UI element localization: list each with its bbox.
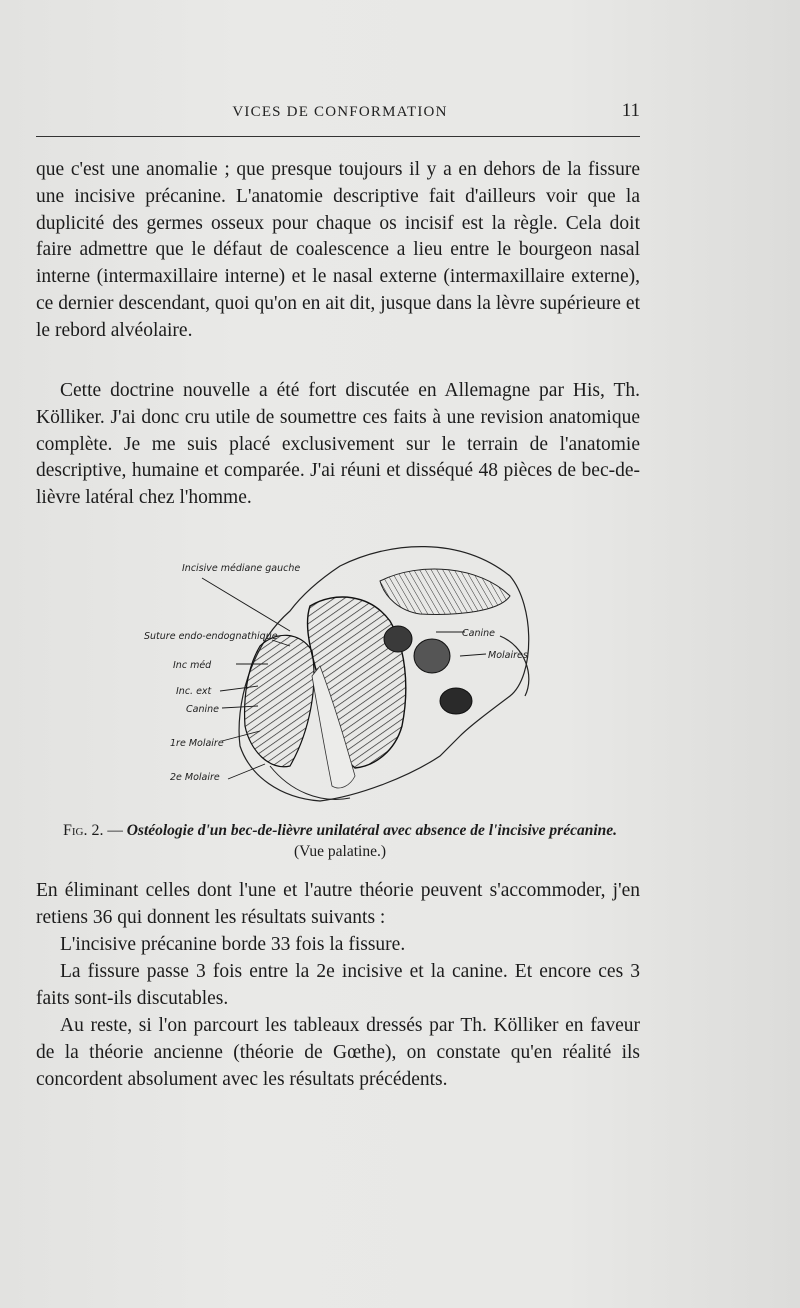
running-title: VICES DE CONFORMATION xyxy=(232,104,448,120)
caption-title: Ostéologie d'un bec-de-lièvre unilatéral avec absence de l'incisive précanine. xyxy=(126,822,618,839)
label-molaires: Molaires xyxy=(488,650,528,661)
label-canine-left: Canine xyxy=(186,704,219,715)
paragraph: Cette doctrine nouvelle a été fort discutée en Allemagne par His, Th. Kölliker. J'ai donc cru utile de soumettre ces faits à une revision anatomique complète. Je me suis placé exclusivement sur le terrain de l'anatomie descriptive, humaine et comparée. J'ai réuni et disséqué 48 pièces de bec-de-lièvre latéral chez l'homme. xyxy=(36,380,640,509)
label-inc-med: Inc méd xyxy=(173,660,212,671)
skull-engraving xyxy=(140,536,540,811)
label-suture: Suture endo-endognathique xyxy=(144,631,278,642)
paragraph: Au reste, si l'on parcourt les tableaux dressés par Th. Kölliker en faveur de la théorie ancienne (théorie de Gœthe), on constate qu'en réalité ils concordent absolument avec les résultats précédents. xyxy=(36,1015,640,1090)
label-canine-right: Canine xyxy=(462,628,495,639)
paragraph: En éliminant celles dont l'une et l'autre théorie peuvent s'accommoder, j'en retiens 36 qui donnent les résultats suivants : xyxy=(36,880,640,928)
caption-note: (Vue palatine.) xyxy=(293,843,387,860)
caption-dash: — xyxy=(103,822,127,839)
header-rule xyxy=(36,136,640,137)
paragraph: que c'est une anomalie ; que presque toujours il y a en dehors de la fissure une incisive précanine. L'anatomie descriptive fait d'ailleurs voir que la duplicité des germes osseux pour chaque os incisif est la règle. Cela doit faire admettre que le défaut de coalescence a lieu entre le bourgeon nasal interne (intermaxillaire interne) et le nasal externe (intermaxillaire externe), ce dernier descendant, quoi qu'on en ait dit, jusque dans la lèvre supérieure et le rebord alvéolaire. xyxy=(36,159,640,341)
page-header xyxy=(40,100,640,128)
label-molaire-1: 1re Molaire xyxy=(170,738,224,749)
paragraph: L'incisive précanine borde 33 fois la fissure. xyxy=(60,934,406,955)
figure-skull-illustration xyxy=(140,536,540,811)
figure-caption xyxy=(50,820,630,862)
figure-number: Fig. 2. xyxy=(62,822,104,839)
paragraph: La fissure passe 3 fois entre la 2e incisive et la canine. Et encore ces 3 faits sont-ils discutables. xyxy=(36,961,640,1009)
label-molaire-2: 2e Molaire xyxy=(170,772,220,783)
label-incisive-mediane-gauche: Incisive médiane gauche xyxy=(182,563,301,574)
page-number: 11 xyxy=(621,100,640,121)
label-inc-ext: Inc. ext xyxy=(176,686,212,697)
